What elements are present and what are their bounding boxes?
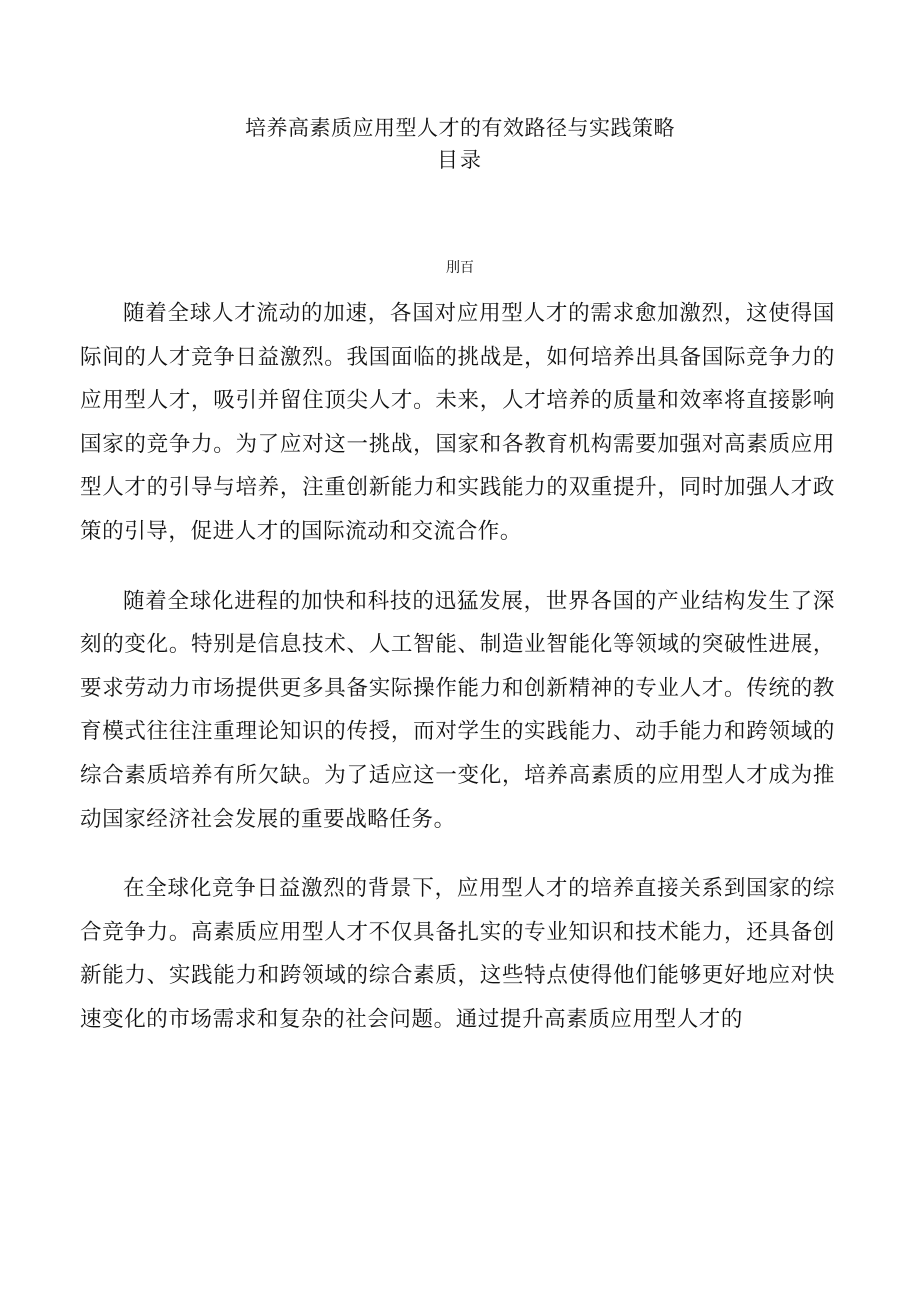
document-title: 培养高素质应用型人才的有效路径与实践策略 bbox=[245, 116, 675, 140]
paragraph-2: 随着全球化进程的加快和科技的迅猛发展，世界各国的产业结构发生了深刻的变化。特别是信息技术、人工智能、制造业智能化等领域的突破性进展，要求劳动力市场提供更多具备实际操作能力和创新精神的专业人才。传统的教育模式往往注重理论知识的传授，而对学生的实践能力、动手能力和跨领域的综合素质培养有所欠缺。为了适应这一变化，培养高素质的应用型人才成为推动国家经济社会发展的重要战略任务。 bbox=[80, 588, 835, 832]
section-heading: 刖百 bbox=[446, 260, 474, 276]
paragraph-3: 在全球化竞争日益激烈的背景下，应用型人才的培养直接关系到国家的综合竞争力。高素质应用型人才不仅具备扎实的专业知识和技术能力，还具备创新能力、实践能力和跨领域的综合素质，这些特点使得他们能够更好地应对快速变化的市场需求和复杂的社会问题。通过提升高素质应用型人才的 bbox=[80, 876, 835, 1032]
table-of-contents-heading: 目录 bbox=[437, 148, 483, 172]
paragraph-1: 随着全球人才流动的加速，各国对应用型人才的需求愈加激烈，这使得国际间的人才竞争日益激烈。我国面临的挑战是，如何培养出具备国际竞争力的应用型人才，吸引并留住顶尖人才。未来，人才培养的质量和效率将直接影响国家的竞争力。为了应对这一挑战，国家和各教育机构需要加强对高素质应用型人才的引导与培养，注重创新能力和实践能力的双重提升，同时加强人才政策的引导，促进人才的国际流动和交流合作。 bbox=[80, 301, 835, 544]
body-text bbox=[80, 292, 835, 1068]
